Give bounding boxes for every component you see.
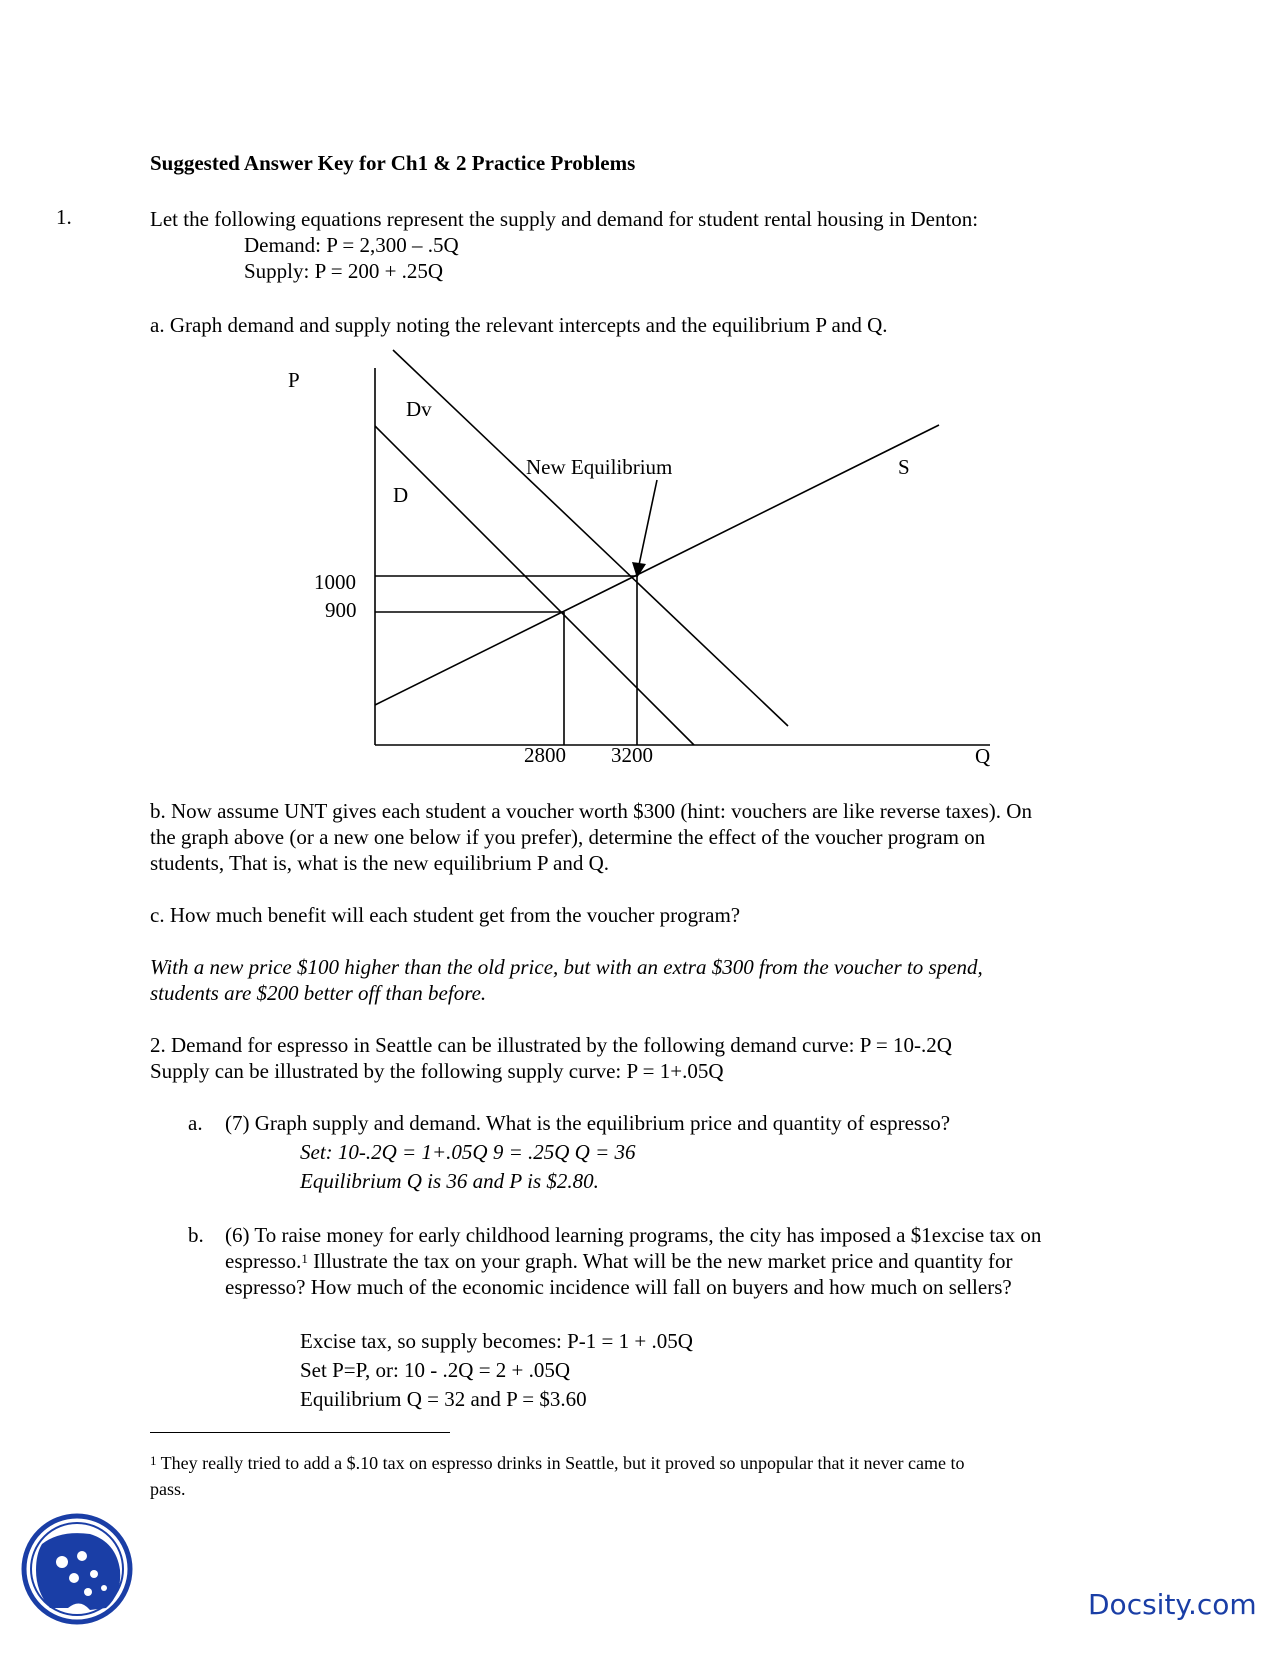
question-1b-line-3: students, That is, what is the new equilibrium P and Q. [150,851,610,875]
answer-1c-line-2: students are $200 better off than before. [150,981,487,1005]
s-label: S [898,455,910,479]
question-1-number: 1. [56,205,72,229]
supply-equation: Supply: P = 200 + .25Q [244,259,444,283]
demand-line-dv [393,350,788,726]
answer-2b-line-2: Set P=P, or: 10 - .2Q = 2 + .05Q [300,1358,571,1382]
question-2a-marker: a. [188,1111,203,1135]
footnote-divider [150,1432,450,1433]
dv-label: Dv [406,397,432,421]
new-equilibrium-annotation: New Equilibrium [526,455,673,479]
answer-2a-line-1: Set: 10-.2Q = 1+.05Q 9 = .25Q Q = 36 [300,1140,636,1164]
quantity-tick-3200: 3200 [611,743,653,767]
footnote-reference: 1 [301,1251,308,1266]
question-1a: a. Graph demand and supply noting the relevant intercepts and the equilibrium P and Q. [150,313,888,337]
footnote-marker: 1 [150,1453,157,1468]
question-1c: c. How much benefit will each student get from the voucher program? [150,903,741,927]
answer-2b-line-1: Excise tax, so supply becomes: P-1 = 1 + .05Q [300,1329,693,1353]
demand-equation: Demand: P = 2,300 – .5Q [244,233,459,257]
question-2a-text: (7) Graph supply and demand. What is the equilibrium price and quantity of espresso? [225,1111,951,1135]
question-1-intro: Let the following equations represent the supply and demand for student rental housing in Denton: [150,207,979,231]
question-1b-line-2: the graph above (or a new one below if you prefer), determine the effect of the voucher program on [150,825,986,849]
footnote-line-2: pass. [150,1479,186,1499]
p-axis-label: P [288,368,300,392]
quantity-tick-2800: 2800 [524,743,566,767]
supply-demand-chart [0,0,1280,790]
answer-2b-line-3: Equilibrium Q = 32 and P = $3.60 [300,1387,587,1411]
page-title: Suggested Answer Key for Ch1 & 2 Practice Problems [150,151,636,175]
question-2-intro-line-2: Supply can be illustrated by the following supply curve: P = 1+.05Q [150,1059,724,1083]
answer-2a-line-2: Equilibrium Q is 36 and P is $2.80. [300,1169,599,1193]
d-label: D [393,483,409,507]
price-tick-900: 900 [325,598,357,622]
question-2b-line-1: (6) To raise money for early childhood learning programs, the city has imposed a $1excise tax on [225,1223,1042,1247]
question-2b-line-3: espresso? How much of the economic incidence will fall on buyers and how much on sellers? [225,1275,1012,1299]
price-tick-1000: 1000 [314,570,356,594]
docsity-logo-icon[interactable] [20,1512,134,1626]
q-axis-label: Q [975,744,991,768]
footnote-line-1: $^1$ They really tried to add a $.10 tax on espresso drinks in Seattle, but it proved so unpopular that it never came to [150,1453,965,1473]
question-2b-line-2: espresso.$^1$ Illustrate the tax on your graph. What will be the new market price and quantity for [225,1249,1013,1273]
question-1b-line-1: b. Now assume UNT gives each student a voucher worth $300 (hint: vouchers are like reverse taxes). On [150,799,1032,823]
annotation-arrow-shaft [639,480,657,565]
question-2-intro-line-1: 2. Demand for espresso in Seattle can be illustrated by the following demand curve: P = 10-.2Q [150,1033,952,1057]
answer-1c-line-1: With a new price $100 higher than the old price, but with an extra $300 from the voucher to spend, [150,955,983,979]
docsity-brand-link[interactable]: Docsity.com [1088,1588,1257,1621]
question-2b-marker: b. [188,1223,204,1247]
